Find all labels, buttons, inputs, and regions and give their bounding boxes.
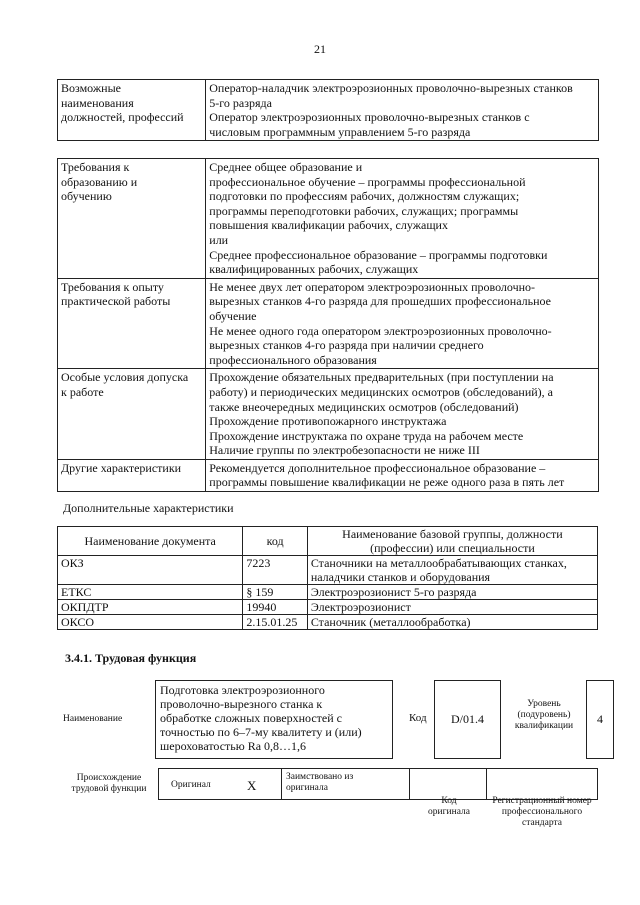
borrowed-label <box>286 772 353 794</box>
row-code: 7223 <box>243 556 307 585</box>
requirements-label-line: образованию и <box>61 174 138 189</box>
origin-label-line: трудовой функции <box>71 784 147 794</box>
requirements-value <box>206 159 599 279</box>
requirements-value-line: работу) и периодических медицинских осмотров (обследований), а <box>209 384 553 399</box>
code-value: D/01.4 <box>451 712 484 726</box>
original-label: Оригинал <box>171 780 211 790</box>
row-code: § 159 <box>243 585 307 600</box>
requirements-value-line: вырезных станков 4-го разряда для прошедших профессиональное <box>209 294 551 309</box>
row-document: ОКПДТР <box>58 600 243 615</box>
requirements-value <box>206 459 599 491</box>
level-value-box <box>586 680 614 759</box>
requirements-value-line: профессиональное обучение – программы профессиональной <box>209 174 526 189</box>
requirements-label-line: обучению <box>61 189 112 204</box>
requirements-label-line: практической работы <box>61 294 171 309</box>
page-number: 21 <box>314 42 326 56</box>
requirements-label-line: Требования к <box>61 160 130 174</box>
additional-table <box>57 526 598 630</box>
header-document: Наименование документа <box>58 527 243 556</box>
caption-line: Регистрационный номер <box>492 796 592 806</box>
requirements-label <box>58 459 206 491</box>
level-label <box>505 699 583 732</box>
name-label: Наименование <box>63 714 123 724</box>
function-name-box <box>155 680 393 759</box>
function-name-line: проволочно-вырезного станка к <box>160 697 323 711</box>
header-group-name: Наименование базовой группы, должности (профессии) или специальности <box>307 527 597 556</box>
code-original-caption <box>412 796 486 818</box>
requirements-table <box>57 158 599 492</box>
origin-label <box>63 773 155 795</box>
positions-row <box>58 80 599 141</box>
positions-value-line: Оператор электроэрозионных проволочно-вырезных станков с <box>209 110 530 125</box>
requirements-row-experience <box>58 278 599 369</box>
table-row <box>58 615 598 630</box>
origin-divider <box>486 769 487 799</box>
caption-line: оригинала <box>428 807 470 817</box>
origin-divider <box>281 769 282 799</box>
requirements-value-line: квалифицированных рабочих, служащих <box>209 262 419 277</box>
requirements-value-line: профессионального образования <box>209 352 377 367</box>
function-name-line: обработке сложных поверхностей с <box>160 711 342 725</box>
requirements-value-line: Прохождение противопожарного инструктажа <box>209 414 447 429</box>
row-group-name: Станочник (металлообработка) <box>307 615 597 630</box>
requirements-value-line: Не менее одного года оператором электроэрозионных проволочно- <box>209 323 552 338</box>
positions-value-line: Оператор-наладчик электроэрозионных проволочно-вырезных станков <box>209 81 573 95</box>
origin-divider <box>409 769 410 799</box>
positions-value-line: 5-го разряда <box>209 95 272 110</box>
requirements-value-line: Прохождение инструктажа по охране труда на рабочем месте <box>209 428 524 443</box>
requirements-value-line: также внеочередных медицинских осмотров (обследований) <box>209 399 519 414</box>
caption-line: профессионального <box>501 807 583 817</box>
row-code: 2.15.01.25 <box>243 615 307 630</box>
caption-line: Код <box>441 796 457 806</box>
requirements-label-line: Особые условия допуска <box>61 370 189 385</box>
requirements-value-line: Рекомендуется дополнительное профессиональное образование – <box>209 460 546 475</box>
original-mark: X <box>247 778 257 793</box>
requirements-row-other <box>58 459 599 491</box>
level-label-line: (подуровень) <box>517 710 571 720</box>
requirements-label-line: Другие характеристики <box>61 460 182 475</box>
caption-line: стандарта <box>522 818 562 828</box>
requirements-value-line: обучение <box>209 308 257 323</box>
requirements-label-line: к работе <box>61 384 104 399</box>
function-name-line: шероховатостью Ra 0,8…1,6 <box>160 739 307 753</box>
borrowed-label-line: Заимствовано из <box>286 772 354 782</box>
row-document: ЕТКС <box>58 585 243 600</box>
requirements-label-line: Требования к опыту <box>61 279 164 294</box>
requirements-label <box>58 278 206 369</box>
row-group-name: Электроэрозионист <box>307 600 597 615</box>
level-label-line: квалификации <box>514 721 574 731</box>
borrowed-label-line: оригинала <box>286 783 328 793</box>
row-code: 19940 <box>243 600 307 615</box>
header-code: код <box>243 527 307 556</box>
positions-label-line: наименования <box>61 95 134 110</box>
requirements-label <box>58 159 206 279</box>
requirements-value <box>206 278 599 369</box>
row-group-name: Станочники на металлообрабатывающих станках, наладчики станков и оборудования <box>307 556 597 585</box>
requirements-value-line: Наличие группы по электробезопасности не ниже III <box>209 443 480 458</box>
requirements-row-education <box>58 159 599 279</box>
table-row <box>58 556 598 585</box>
requirements-value-line: подготовки по профессиям рабочих, должностям служащих; <box>209 189 520 204</box>
table-row <box>58 600 598 615</box>
positions-label <box>58 80 206 141</box>
requirements-value-line: Прохождение обязательных предварительных (при поступлении на <box>209 370 554 385</box>
requirements-value-line: программы переподготовки рабочих, служащих; программы <box>209 203 519 218</box>
function-name-line: точностью по 6–7-му квалитету и (или) <box>160 725 362 739</box>
origin-label-line: Происхождение <box>76 773 142 783</box>
function-name-line: Подготовка электроэрозионного <box>160 683 325 697</box>
positions-label-line: Возможные <box>61 81 121 95</box>
requirements-row-admission <box>58 369 599 460</box>
positions-table <box>57 79 599 141</box>
additional-header-row <box>58 527 598 556</box>
positions-value <box>206 80 599 141</box>
requirements-value-line: Среднее общее образование и <box>209 160 363 174</box>
additional-title: Дополнительные характеристики <box>63 501 234 515</box>
requirements-value-line: Не менее двух лет оператором электроэрозионных проволочно- <box>209 279 536 294</box>
level-label-line: Уровень <box>527 699 561 709</box>
row-document: ОКСО <box>58 615 243 630</box>
requirements-value-line: Среднее профессиональное образование – программы подготовки <box>209 247 548 262</box>
level-value: 4 <box>597 712 603 726</box>
code-label: Код <box>409 712 427 724</box>
requirements-value <box>206 369 599 460</box>
registration-number-caption <box>486 796 598 829</box>
code-value-box <box>434 680 501 759</box>
row-document: ОКЗ <box>58 556 243 585</box>
positions-label-line: должностей, профессий <box>61 110 184 125</box>
requirements-value-line: вырезных станков 4-го разряда при наличии среднего <box>209 338 484 353</box>
requirements-label <box>58 369 206 460</box>
row-group-name: Электроэрозионист 5-го разряда <box>307 585 597 600</box>
table-row <box>58 585 598 600</box>
requirements-value-line: или <box>209 232 229 247</box>
requirements-value-line: повышения квалификации рабочих, служащих <box>209 218 448 233</box>
requirements-value-line: программы повышение квалификации не реже одного раза в пять лет <box>209 475 565 490</box>
positions-value-line: числовым программным управлением 5-го разряда <box>209 124 471 139</box>
labor-function-heading: 3.4.1. Трудовая функция <box>65 651 197 665</box>
